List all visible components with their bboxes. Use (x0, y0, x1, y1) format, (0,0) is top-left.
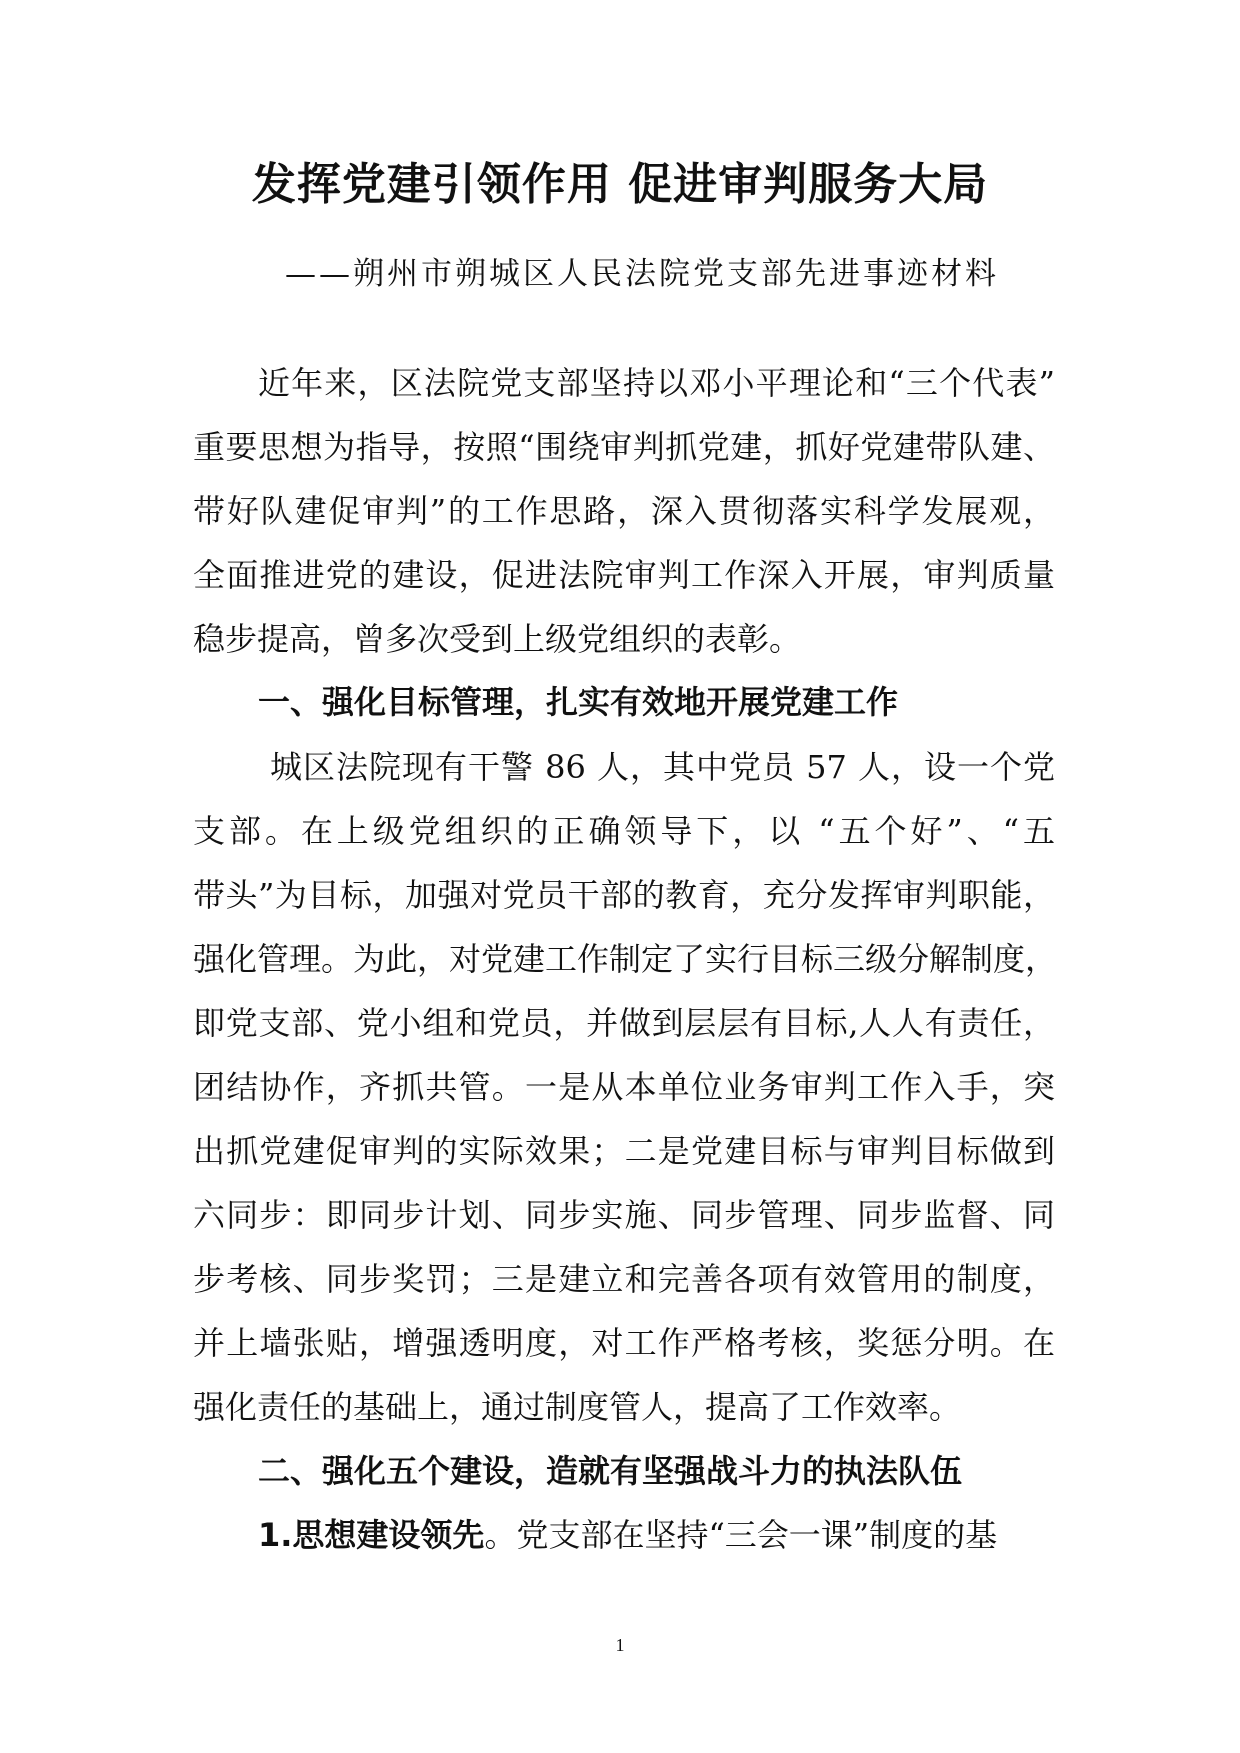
section1-line: 步考核、同步奖罚；三是建立和完善各项有效管用的制度， (193, 1260, 1055, 1298)
section1-line: 带头”为目标，加强对党员干部的教育，充分发挥审判职能， (193, 876, 1055, 914)
section1-line: 六同步：即同步计划、同步实施、同步管理、同步监督、同 (193, 1196, 1055, 1234)
section1-line: 团结协作，齐抓共管。一是从本单位业务审判工作入手，突 (193, 1068, 1055, 1106)
section1-line: 并上墙张贴，增强透明度，对工作严格考核，奖惩分明。在 (193, 1324, 1055, 1362)
section1-line: 城区法院现有干警 86 人，其中党员 57 人，设一个党 (270, 748, 1055, 786)
section1-line: 出抓党建促审判的实际效果；二是党建目标与审判目标做到 (193, 1132, 1055, 1170)
item1-line (258, 1513, 1055, 1557)
item1-label: 1.思想建设领先 (258, 1516, 485, 1554)
intro-line: 近年来，区法院党支部坚持以邓小平理论和“三个代表” (258, 364, 1055, 402)
section1-line: 即党支部、党小组和党员，并做到层层有目标,人人有责任， (193, 1004, 1055, 1042)
item1-text: 。党支部在坚持“三会一课”制度的基 (484, 1516, 998, 1554)
intro-line: 全面推进党的建设，促进法院审判工作深入开展，审判质量 (193, 556, 1055, 594)
document-subtitle: ——朔州市朔城区人民法院党支部先进事迹材料 (285, 256, 999, 292)
section1-line: 支部。在上级党组织的正确领导下，以 “五个好”、“五 (193, 812, 1055, 850)
intro-line: 带好队建促审判”的工作思路，深入贯彻落实科学发展观， (193, 492, 1055, 530)
intro-line: 重要思想为指导，按照“围绕审判抓党建，抓好党建带队建、 (193, 428, 1055, 466)
section1-line: 强化责任的基础上，通过制度管人，提高了工作效率。 (193, 1388, 962, 1426)
section-heading-2: 二、强化五个建设，造就有坚强战斗力的执法队伍 (258, 1452, 963, 1490)
section1-line: 强化管理。为此，对党建工作制定了实行目标三级分解制度， (193, 940, 1058, 978)
intro-line: 稳步提高，曾多次受到上级党组织的表彰。 (193, 620, 802, 658)
section-heading-1: 一、强化目标管理，扎实有效地开展党建工作 (258, 683, 899, 721)
page-number: 1 (615, 1635, 625, 1655)
document-title: 发挥党建引领作用 促进审判服务大局 (251, 159, 989, 210)
